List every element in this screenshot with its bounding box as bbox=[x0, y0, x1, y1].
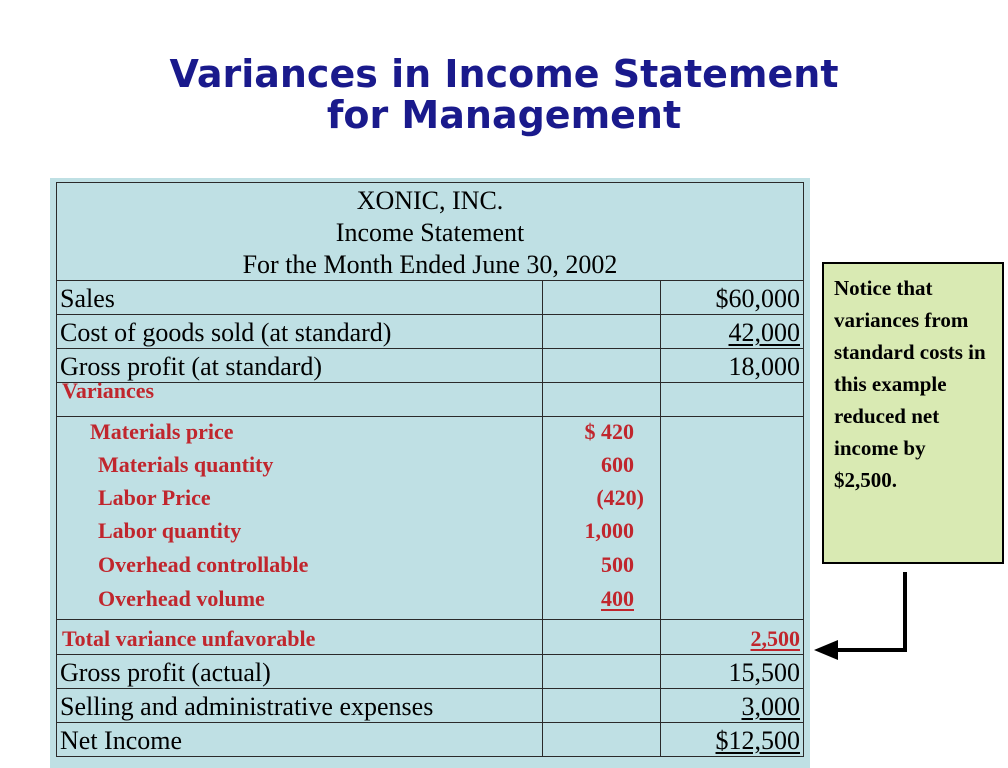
variance-item-label: Materials price bbox=[90, 419, 234, 444]
variance-item-amount: 600 bbox=[601, 452, 634, 477]
report-name: Income Statement bbox=[335, 218, 525, 247]
table-divider bbox=[56, 722, 804, 723]
slide-title-line-1: Variances in Income Statement bbox=[169, 52, 839, 96]
sales-amount: $60,000 bbox=[715, 284, 800, 313]
net-income-amount: $12,500 bbox=[715, 726, 800, 755]
variance-item-label: Materials quantity bbox=[98, 452, 274, 477]
selling-admin-amount: 3,000 bbox=[741, 692, 800, 721]
variance-item-amount: 1,000 bbox=[584, 518, 634, 543]
variance-item-label: Overhead controllable bbox=[98, 552, 309, 577]
variance-item-label: Labor Price bbox=[98, 485, 211, 510]
variance-item-label: Overhead volume bbox=[98, 586, 265, 611]
callout-arrow-head bbox=[814, 640, 838, 660]
slide-title-line-2: for Management bbox=[326, 93, 682, 137]
variances-heading: Variances bbox=[62, 378, 155, 403]
callout-note: Notice that variances from standard costs in this example reduced net income by $2,500. bbox=[822, 262, 1004, 564]
table-divider bbox=[56, 756, 804, 757]
table-divider bbox=[56, 280, 804, 281]
table-divider bbox=[56, 416, 804, 417]
table-divider bbox=[56, 382, 804, 383]
table-divider bbox=[56, 688, 804, 689]
cogs-label: Cost of goods sold (at standard) bbox=[60, 318, 392, 347]
gross-profit-actual-label: Gross profit (actual) bbox=[60, 658, 271, 687]
table-border-top bbox=[56, 182, 804, 183]
table-divider bbox=[56, 314, 804, 315]
column-divider bbox=[542, 280, 543, 756]
total-variance-label: Total variance unfavorable bbox=[62, 626, 316, 651]
gross-profit-standard-amount: 18,000 bbox=[728, 352, 800, 381]
table-divider bbox=[56, 348, 804, 349]
callout-arrow-line bbox=[836, 572, 905, 650]
gross-profit-standard-label: Gross profit (at standard) bbox=[60, 352, 323, 381]
sales-label: Sales bbox=[60, 284, 115, 313]
variance-item-amount: (420) bbox=[596, 485, 644, 510]
variance-item-amount: 500 bbox=[601, 552, 634, 577]
company-name: XONIC, INC. bbox=[356, 186, 504, 215]
total-variance-amount: 2,500 bbox=[750, 626, 800, 651]
variance-item-label: Labor quantity bbox=[98, 518, 242, 543]
table-divider bbox=[56, 654, 804, 655]
variance-item-amount: 400 bbox=[601, 586, 634, 611]
gross-profit-actual-amount: 15,500 bbox=[728, 658, 800, 687]
report-period: For the Month Ended June 30, 2002 bbox=[242, 250, 618, 279]
income-statement bbox=[48, 178, 812, 768]
selling-admin-label: Selling and administrative expenses bbox=[60, 692, 434, 721]
cogs-amount: 42,000 bbox=[728, 318, 800, 347]
column-divider bbox=[660, 280, 661, 756]
table-divider bbox=[56, 619, 804, 620]
net-income-label: Net Income bbox=[60, 726, 183, 755]
variance-item-amount: $ 420 bbox=[584, 419, 634, 444]
